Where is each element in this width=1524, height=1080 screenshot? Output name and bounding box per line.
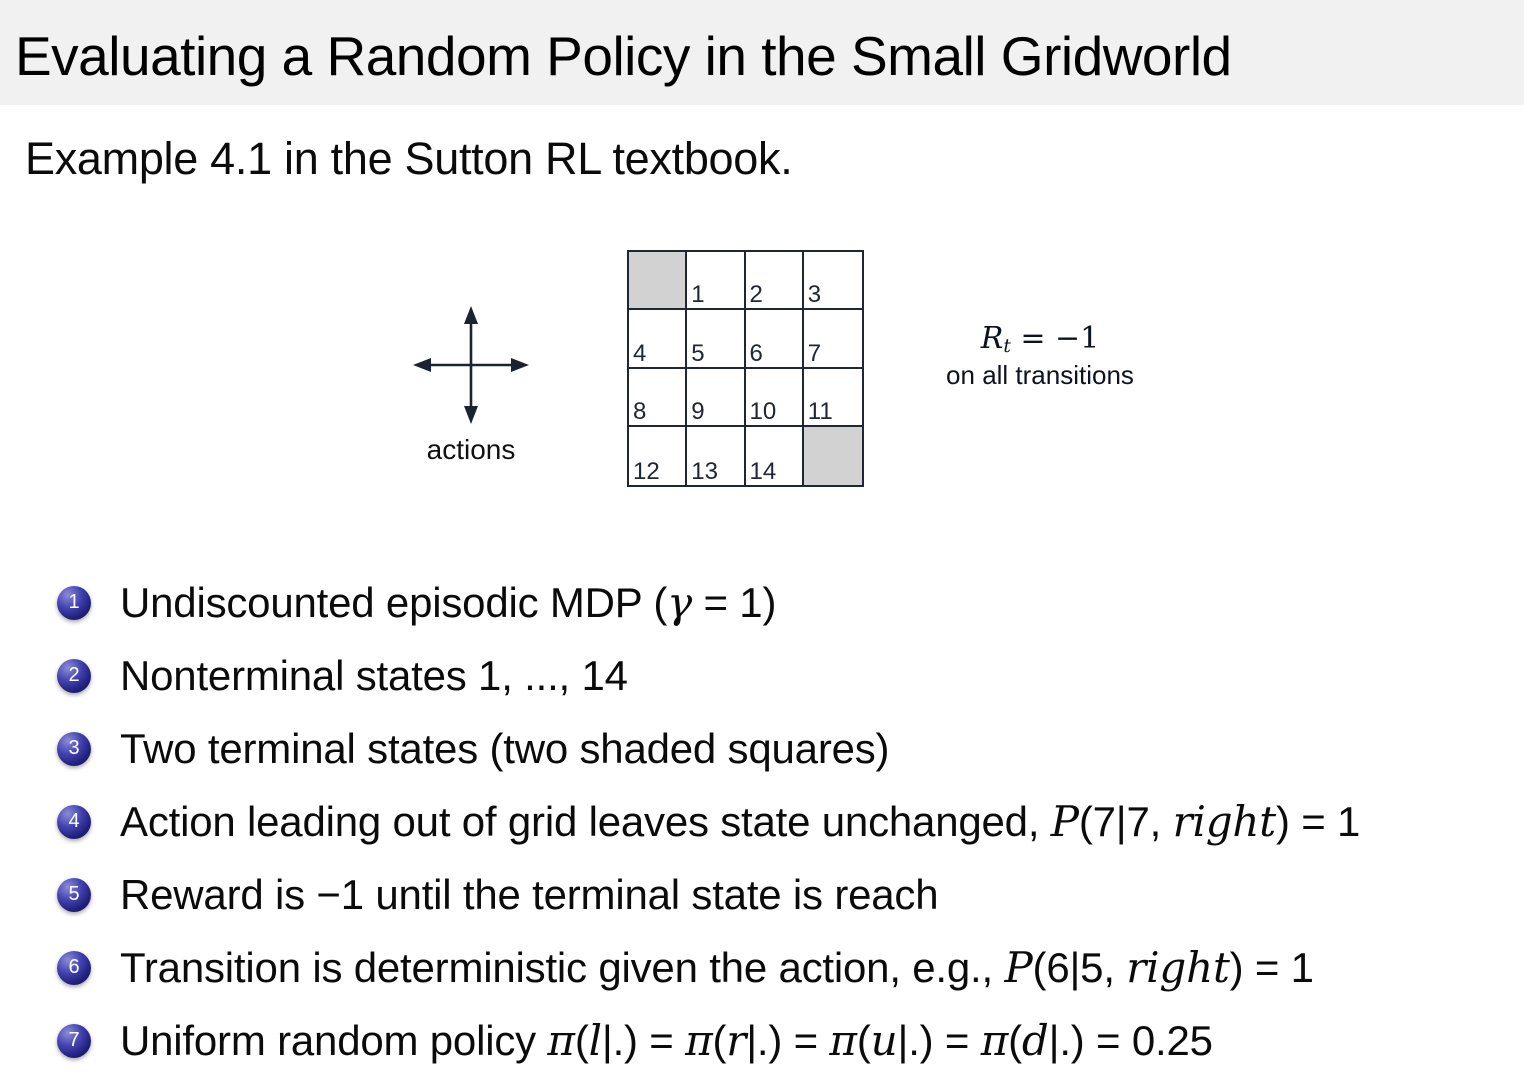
text-segment: P [1050, 796, 1079, 846]
item-text [120, 651, 628, 699]
item-number-badge: 4 [57, 805, 91, 839]
slide-title-bar [0, 0, 1524, 105]
grid-cell-label: 9 [691, 397, 705, 425]
list-item [57, 639, 1524, 712]
text-segment: (6|5, [1032, 943, 1127, 991]
text-segment: ( [653, 578, 668, 626]
reward-annotation [915, 322, 1165, 392]
text-segment: π [980, 1015, 1009, 1065]
text-segment: (7|7, [1078, 797, 1173, 845]
item-number-badge: 1 [57, 586, 91, 620]
grid-cell-label: 8 [633, 397, 647, 425]
text-segment: Undiscounted episodic MDP [120, 578, 654, 626]
text-segment: Transition is deterministic given the action, e.g., [120, 943, 1005, 991]
grid-cell [746, 252, 804, 310]
grid-cell [746, 310, 804, 368]
text-segment: ) = 1 [1275, 797, 1361, 845]
grid-cell [629, 310, 687, 368]
grid-cell [687, 427, 745, 485]
text-segment: = 1) [692, 578, 777, 626]
text-segment: Action leading out of grid leaves state unchanged, [120, 797, 1051, 845]
text-segment: |.) = [601, 1016, 686, 1064]
item-number-badge: 3 [57, 732, 91, 766]
list-item [57, 566, 1524, 639]
text-segment: l [588, 1015, 602, 1065]
text-segment: ( [856, 1016, 871, 1064]
text-segment: P [1004, 942, 1033, 992]
text-segment: Two terminal states (two shaded squares) [120, 724, 890, 772]
item-text [120, 796, 1361, 846]
item-number-badge: 2 [57, 659, 91, 693]
text-segment: π [829, 1015, 857, 1065]
grid-cell-terminal [629, 252, 687, 310]
text-segment: ( [712, 1016, 727, 1064]
actions-label: actions [426, 434, 516, 465]
grid-cell-label: 13 [691, 458, 718, 485]
item-text [120, 1015, 1213, 1065]
text-segment: π [685, 1015, 713, 1065]
text-segment: R [980, 321, 1004, 356]
grid-cell-label: 7 [807, 339, 822, 367]
text-segment: right [1172, 796, 1276, 846]
grid-cell-label: 2 [749, 281, 763, 309]
grid-cell [629, 427, 687, 485]
text-segment: until the terminal state is reach [363, 870, 939, 918]
list-item [57, 785, 1524, 858]
subtitle-text: Example 4.1 in the Sutton RL textbook. [25, 133, 793, 184]
text-segment: ( [574, 1016, 589, 1064]
text-segment: right [1126, 942, 1230, 992]
grid-cell [687, 310, 745, 368]
text-segment: Nonterminal states [120, 651, 479, 699]
item-text [120, 942, 1314, 992]
item-number-badge: 6 [57, 951, 91, 985]
grid-cell-label: 12 [633, 458, 660, 485]
item-text [120, 870, 939, 918]
grid-cell-label: 3 [807, 281, 822, 309]
text-segment: |.) = 0.25 [1048, 1016, 1213, 1064]
text-segment: ( [1008, 1016, 1022, 1064]
grid-cell-label: 4 [633, 339, 647, 367]
grid-cell-label: 1 [691, 281, 705, 309]
grid-cell [687, 252, 745, 310]
grid-cell-label: 14 [749, 458, 777, 485]
list-item [57, 1004, 1524, 1077]
text-segment: π [547, 1015, 575, 1065]
bullet-list [57, 566, 1524, 1077]
grid-cell-label: 6 [749, 339, 763, 367]
page-title: Evaluating a Random Policy in the Small Gridworld [15, 24, 1232, 87]
text-segment: r [726, 1015, 747, 1065]
grid-cell [746, 427, 804, 485]
item-text [120, 724, 890, 772]
text-segment: d [1021, 1015, 1049, 1065]
item-number-badge: 5 [57, 878, 91, 912]
text-segment: −1 [316, 870, 364, 918]
text-segment: |.) = [746, 1016, 830, 1064]
grid-cell-label: 5 [691, 339, 705, 367]
text-segment: Uniform random policy [120, 1016, 548, 1064]
reward-equation [915, 322, 1165, 357]
text-segment: 1, ..., 14 [478, 651, 628, 699]
text-segment: t [1003, 336, 1011, 358]
grid-cell [804, 310, 862, 368]
text-segment: γ [667, 577, 693, 627]
text-segment: |.) = [897, 1016, 981, 1064]
grid-cell [746, 369, 804, 427]
list-item [57, 712, 1524, 785]
gridworld [627, 250, 864, 487]
item-number-badge: 7 [57, 1024, 91, 1058]
actions-cross-icon [410, 303, 532, 427]
grid-cell-label: 10 [749, 397, 777, 425]
grid-cell [687, 369, 745, 427]
grid-cell [804, 252, 862, 310]
list-item [57, 931, 1524, 1004]
text-segment: = −1 [1010, 321, 1100, 356]
item-text [120, 577, 777, 627]
text-segment: u [870, 1015, 898, 1065]
text-segment: ) = 1 [1229, 943, 1314, 991]
text-segment: Reward is [120, 870, 317, 918]
grid-cell-terminal [804, 427, 862, 485]
grid-cell [804, 369, 862, 427]
grid-cell-label: 11 [807, 397, 833, 425]
reward-caption: on all transitions [946, 360, 1134, 391]
grid-cell [629, 369, 687, 427]
list-item [57, 858, 1524, 931]
